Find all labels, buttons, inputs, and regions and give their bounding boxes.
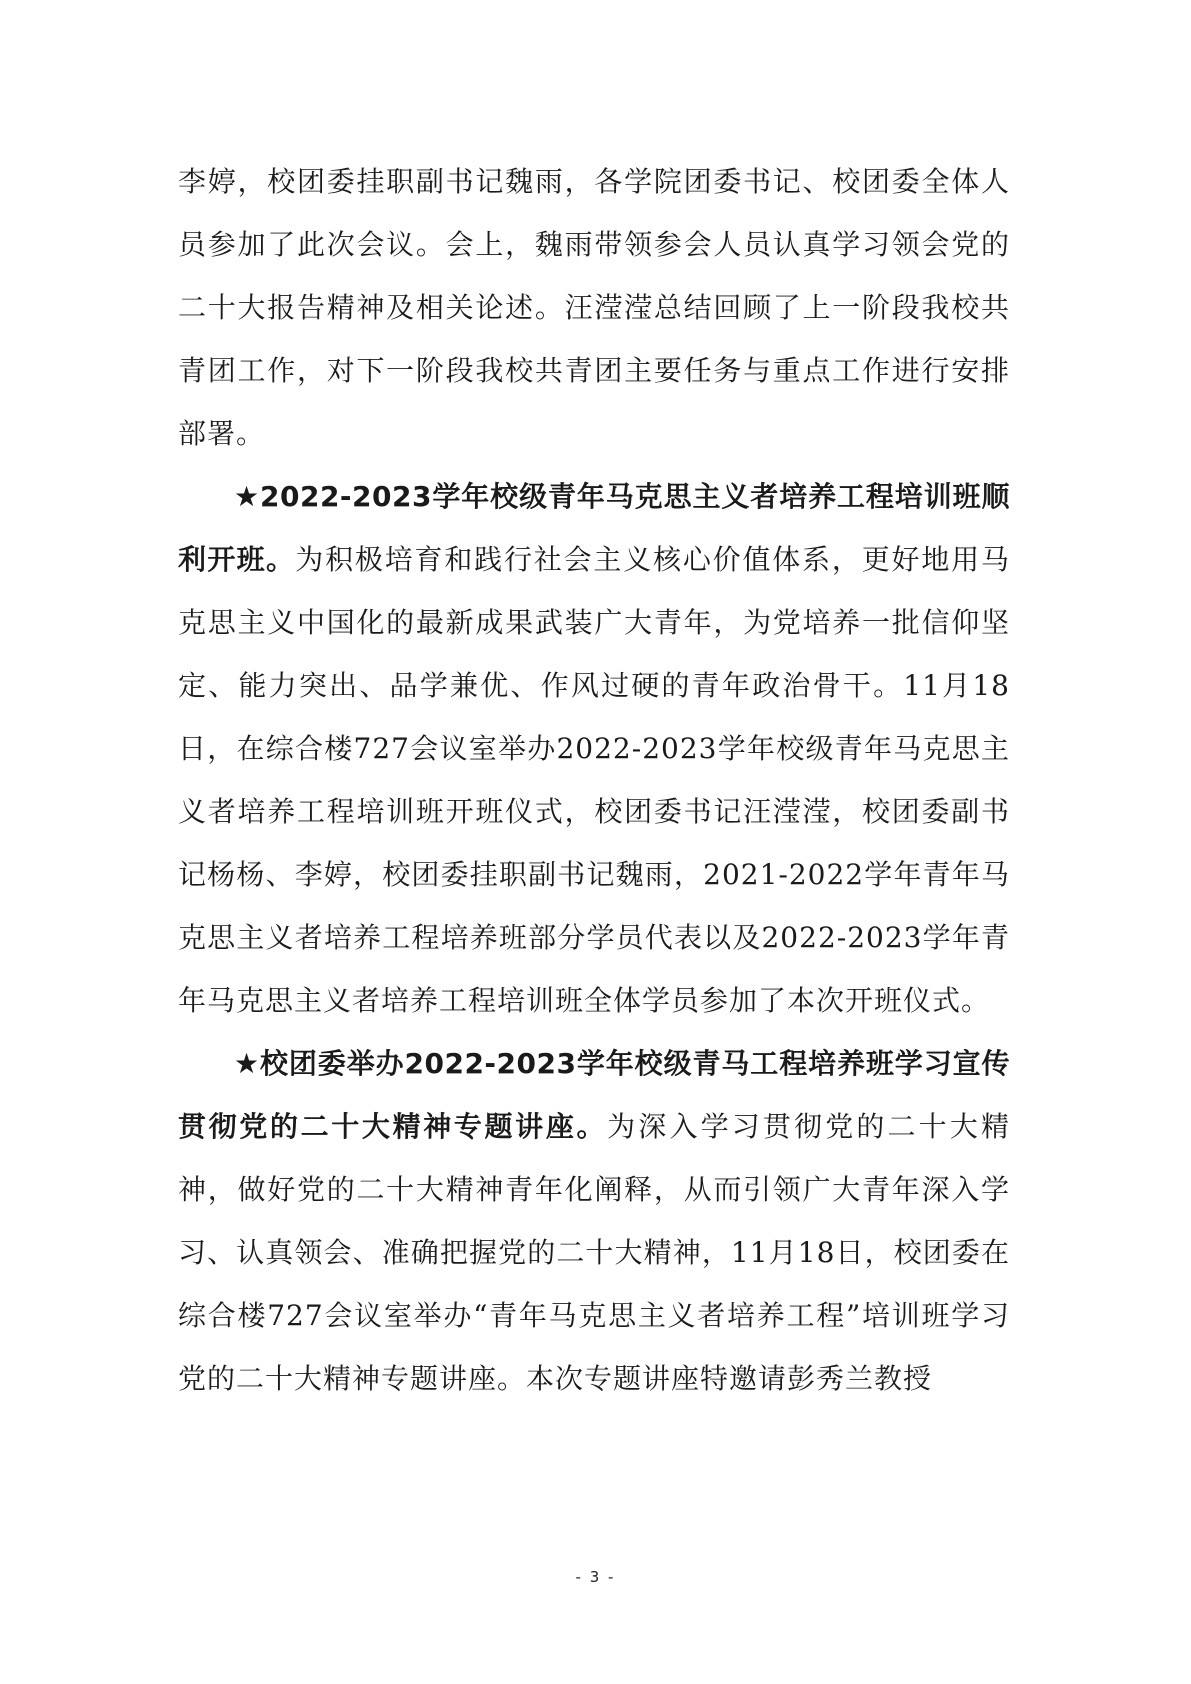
paragraph-3 (178, 1032, 1010, 1410)
document-body (178, 150, 1010, 1410)
paragraph-3-heading: ★校团委举办2022-2023学年校级青马工程培养班学习宣传贯彻党的二十大精神专题讲座。 (178, 1047, 1010, 1143)
paragraph-3-text: 为深入学习贯彻党的二十大精神，做好党的二十大精神青年化阐释，从而引领广大青年深入学习、认真领会、准确把握党的二十大精神，11月18日，校团委在综合楼727会议室举办“青年马克思主义者培养工程”培训班学习党的二十大精神专题讲座。本次专题讲座特邀请彭秀兰教授 (178, 1110, 1010, 1395)
paragraph-2-heading: ★2022-2023学年校级青年马克思主义者培养工程培训班顺利开班。 (178, 480, 1010, 576)
paragraph-1 (178, 150, 1010, 465)
paragraph-1-text: 李婷，校团委挂职副书记魏雨，各学院团委书记、校团委全体人员参加了此次会议。会上，魏雨带领参会人员认真学习领会党的二十大报告精神及相关论述。汪滢滢总结回顾了上一阶段我校共青团工作，对下一阶段我校共青团主要任务与重点工作进行安排部署。 (178, 165, 1010, 450)
paragraph-2 (178, 465, 1010, 1032)
paragraph-2-text: 为积极培育和践行社会主义核心价值体系，更好地用马克思主义中国化的最新成果武装广大青年，为党培养一批信仰坚定、能力突出、品学兼优、作风过硬的青年政治骨干。11月18日，在综合楼727会议室举办2022-2023学年校级青年马克思主义者培养工程培训班开班仪式，校团委书记汪滢滢，校团委副书记杨杨、李婷，校团委挂职副书记魏雨，2021-2022学年青年马克思主义者培养工程培养班部分学员代表以及2022-2023学年青年马克思主义者培养工程培训班全体学员参加了本次开班仪式。 (178, 543, 1010, 1017)
page-number: - 3 - (575, 1568, 616, 1586)
